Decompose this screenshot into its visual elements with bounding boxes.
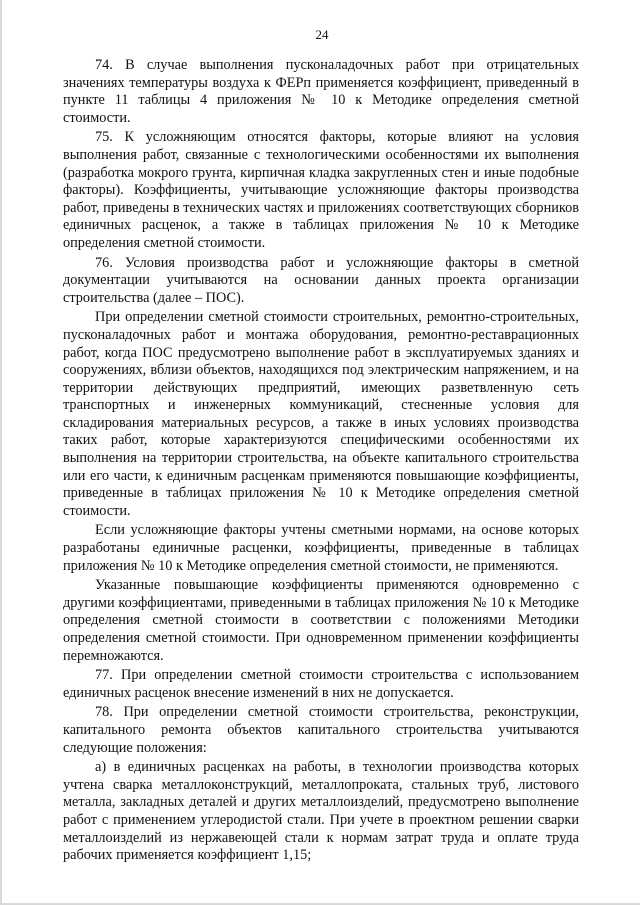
paragraph-76-coefficients: Указанные повышающие коэффициенты применяются одновременно с другими коэффициентами, приведенными в таблицах приложения № 10 к Методике определения сметной стоимости в соответствии с положениями Методики определения сметной стоимости. При одновременном применении коэффициенты перемножаются. [63,577,579,664]
paragraph-75: 75. К усложняющим относятся факторы, которые влияют на условия выполнения работ, связанные с технологическими особенностями их выполнения (разработка мокрого грунта, кирпичная кладка закругленных стен и иные подобные факторы). Коэффициенты, учитывающие усложняющие факторы производства работ, приведены в технических частях и приложениях соответствующих сборников единичных расценок, а также в таблицах приложения № 10 к Методике определения сметной стоимости. [63,129,579,251]
paragraph-76: 76. Условия производства работ и усложняющие факторы в сметной документации учитываются на основании данных проекта организации строительства (далее – ПОС). [63,254,579,306]
paragraph-77: 77. При определении сметной стоимости строительства с использованием единичных расценок внесение изменений в них не допускается. [63,667,579,701]
paragraph-74: 74. В случае выполнения пусконаладочных работ при отрицательных значениях температуры воздуха к ФЕРп применяется коэффициент, приведенный в пункте 11 таблицы 4 приложения № 10 к Методике определения сметной стоимости. [63,57,579,126]
paragraph-78: 78. При определении сметной стоимости строительства, реконструкции, капитального ремонта объектов капитального строительства учитываются следующие положения: [63,704,579,756]
document-body [63,57,579,867]
paragraph-76-exception: Если усложняющие факторы учтены сметными нормами, на основе которых разработаны единичные расценки, коэффициенты, приведенные в таблицах приложения № 10 к Методике определения сметной стоимости, не применяются. [63,522,579,574]
paragraph-78-a: а) в единичных расценках на работы, в технологии производства которых учтена сварка металлоконструкций, металлопроката, стальных труб, листового металла, закладных деталей и других металлоизделий, предусмотрено выполнение работ с применением углеродистой стали. При учете в проектном решении сварки металлоизделий из нержавеющей стали к нормам затрат труда и оплате труда рабочих применяется коэффициент 1,15; [63,759,579,864]
paragraph-76-conditions: При определении сметной стоимости строительных, ремонтно-строительных, пусконаладочных работ и монтажа оборудования, ремонтно-реставрационных работ, когда ПОС предусмотрено выполнение работ в эксплуатируемых зданиях и сооружениях, вблизи объектов, находящихся под электрическим напряжением, и на территории действующих предприятий, имеющих разветвленную сеть транспортных и инженерных коммуникаций, стесненные условия для складирования материальных ресурсов, а также в иных условиях производства таких работ, которые характеризуются специфическими особенностями их выполнения на территории строительства, на объекте капитального строительства или его части, к единичным расценкам применяются повышающие коэффициенты, приведенные в таблицах приложения № 10 к Методике определения сметной стоимости. [63,309,579,519]
page-number: 24 [315,27,329,42]
